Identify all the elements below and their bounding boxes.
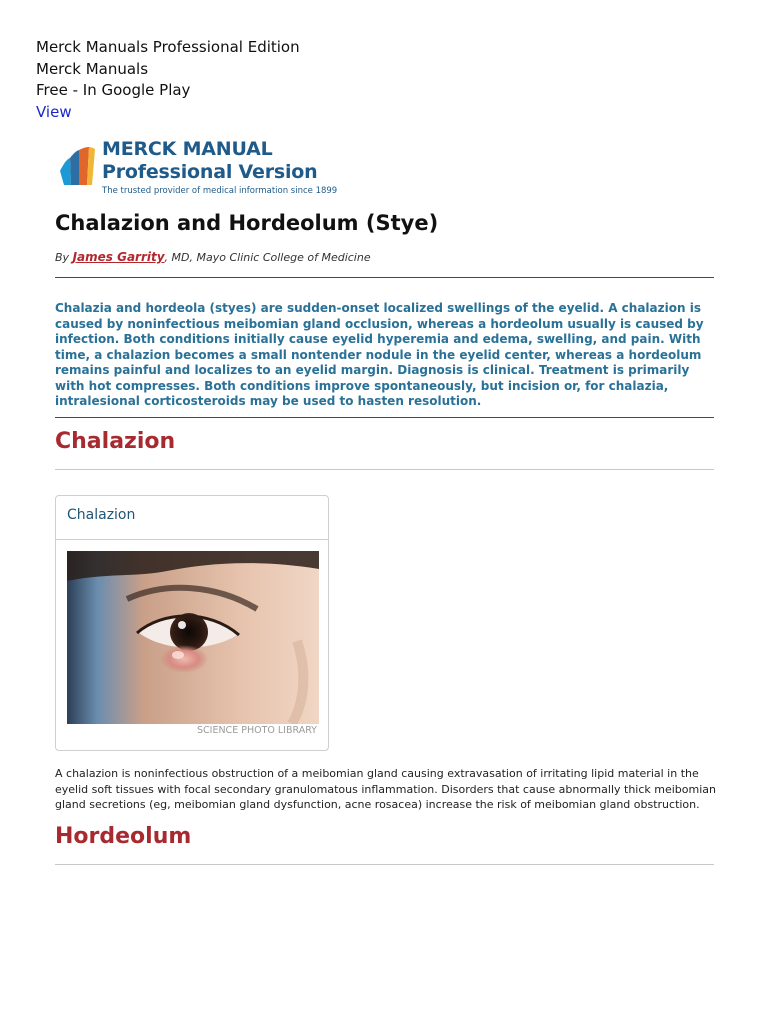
- author-credentials: , MD, Mayo Clinic College of Medicine: [164, 251, 371, 264]
- figure-card-chalazion[interactable]: [55, 495, 329, 751]
- figure-divider: [56, 539, 328, 540]
- view-app-link[interactable]: View: [36, 102, 72, 121]
- byline-prefix: By: [55, 251, 73, 264]
- article-summary: Chalazia and hordeola (styes) are sudden-onset localized swellings of the eyelid. A chalazion is caused by noninfectious meibomian gland occlusion, whereas a hordeolum usually is caused by infection. Both conditions initially cause eyelid hyperemia and edema, swelling, and pain. With time, a chalazion becomes a small nontender nodule in the eyelid center, whereas a hordeolum remains painful and localizes to an eyelid margin. Diagnosis is clinical. Treatment is primarily with hot compresses. Both conditions improve spontaneously, but incision or, for chalazia, intralesional corticosteroids may be used to hasten resolution.: [55, 301, 704, 408]
- logo-title: MERCK MANUAL: [102, 138, 273, 160]
- logo-subtitle: Professional Version: [102, 161, 318, 183]
- logo-tagline: The trusted provider of medical information since 1899: [102, 186, 338, 196]
- app-publisher: Merck Manuals: [36, 59, 149, 78]
- figure-title: Chalazion: [67, 507, 136, 523]
- byline: [55, 250, 371, 264]
- chalazion-description: A chalazion is noninfectious obstruction of a meibomian gland causing extravasation of irritating lipid material in the eyelid soft tissues with focal secondary granulomatous inflammation. Disorders that cause abnormally thick meibomian gland secretions (eg, meibomian gland dysfunction, acne rosacea) increase the risk of meibomian gland obstruction.: [55, 767, 716, 811]
- section-heading-chalazion[interactable]: Chalazion: [55, 429, 176, 454]
- app-banner: [36, 37, 300, 123]
- section-divider-hordeolum: [55, 864, 714, 865]
- app-name: Merck Manuals Professional Edition: [36, 38, 300, 56]
- chalazion-photo[interactable]: [67, 551, 319, 724]
- photo-credit: SCIENCE PHOTO LIBRARY: [196, 725, 317, 736]
- section-heading-hordeolum[interactable]: Hordeolum: [55, 824, 192, 849]
- author-link[interactable]: James Garrity: [72, 250, 165, 264]
- title-divider: [55, 277, 714, 278]
- merck-manual-logo[interactable]: [58, 138, 358, 199]
- app-price: Free - In Google Play: [36, 81, 191, 99]
- page-title: Chalazion and Hordeolum (Stye): [55, 211, 439, 235]
- summary-divider: [55, 417, 714, 418]
- merck-logo-icon: [58, 145, 96, 187]
- section-divider-chalazion: [55, 469, 714, 470]
